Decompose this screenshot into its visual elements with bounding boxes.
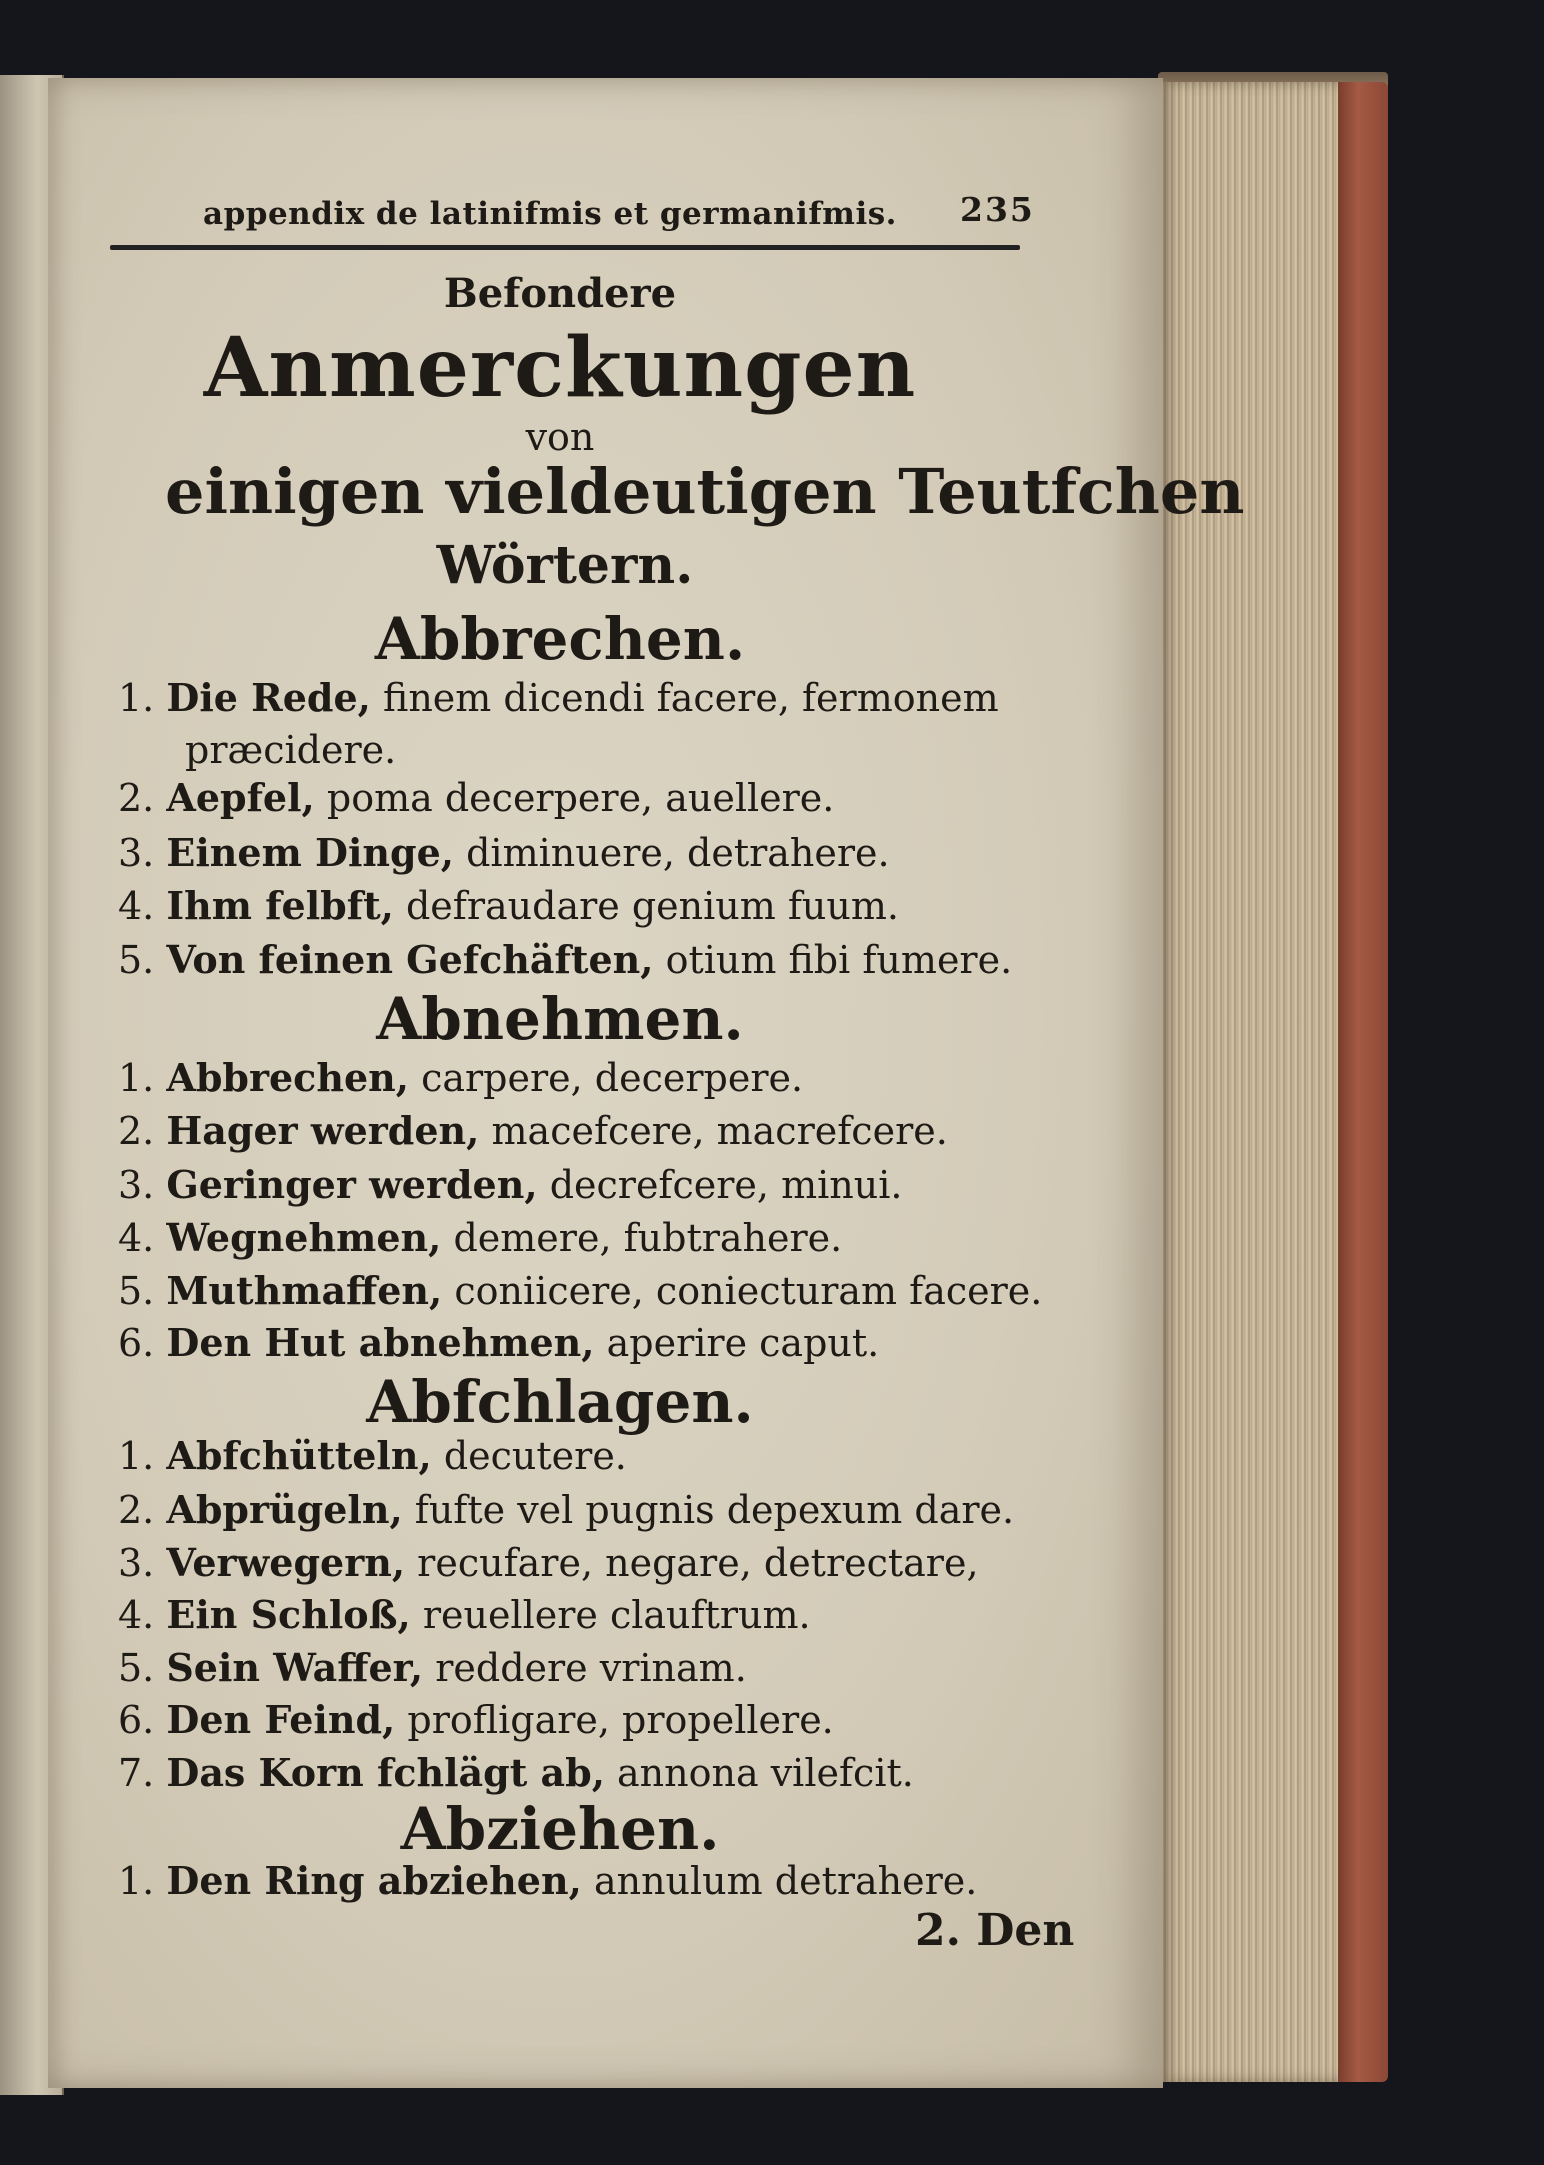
list-item: 3. Verwegern, recufare, negare, detrectare, — [118, 1540, 979, 1585]
list-item: 3. Geringer werden, decrefcere, minui. — [118, 1162, 903, 1207]
list-item: 4. Ihm felbft, defraudare genium fuum. — [118, 883, 899, 928]
catchword: 2. Den — [915, 1905, 1075, 1956]
list-item: 5. Muthmaffen, coniicere, coniecturam facere. — [118, 1268, 1043, 1313]
list-item-continuation: præcidere. — [185, 728, 397, 772]
title-line-4: einigen vieldeutigen Teutfchen — [165, 455, 1245, 528]
list-item: 3. Einem Dinge, diminuere, detrahere. — [118, 830, 890, 875]
section-heading-abnehmen: Abnehmen. — [376, 985, 744, 1053]
running-title: appendix de latinifmis et germanifmis. — [203, 196, 897, 232]
section-heading-abschlagen: Abfchlagen. — [366, 1368, 754, 1436]
list-item: 1. Abbrechen, carpere, decerpere. — [118, 1055, 804, 1100]
list-item: 6. Den Feind, profligare, propellere. — [118, 1697, 834, 1742]
list-item: 1. Den Ring abziehen, annulum detrahere. — [118, 1858, 978, 1903]
list-item: 1. Die Rede, finem dicendi facere, fermonem — [118, 675, 999, 720]
list-item: 2. Abprügeln, fufte vel pugnis depexum dare. — [118, 1487, 1015, 1532]
title-line-2: Anmerckungen — [203, 320, 917, 416]
list-item: 6. Den Hut abnehmen, aperire caput. — [118, 1320, 880, 1365]
list-item: 2. Hager werden, macefcere, macrefcere. — [118, 1108, 948, 1153]
list-item: 5. Sein Waffer, reddere vrinam. — [118, 1645, 747, 1690]
list-item: 1. Abfchütteln, decutere. — [118, 1433, 627, 1478]
list-item: 5. Von feinen Gefchäften, otium fibi fumere. — [118, 937, 1013, 982]
section-heading-abbrechen: Abbrechen. — [374, 605, 746, 673]
list-item: 4. Wegnehmen, demere, fubtrahere. — [118, 1215, 843, 1260]
title-line-3: von — [525, 415, 595, 459]
page-number: 235 — [960, 190, 1035, 229]
page-edges — [1160, 82, 1345, 2082]
title-line-5: Wörtern. — [436, 535, 694, 596]
book-cover-spine — [1338, 82, 1388, 2082]
section-heading-abziehen: Abziehen. — [400, 1795, 720, 1863]
title-line-1: Befondere — [443, 270, 677, 317]
list-item: 7. Das Korn fchlägt ab, annona vilefcit. — [118, 1750, 914, 1795]
list-item: 4. Ein Schloß, reuellere clauftrum. — [118, 1592, 811, 1637]
list-item: 2. Aepfel, poma decerpere, auellere. — [118, 775, 835, 820]
header-rule — [110, 245, 1020, 250]
